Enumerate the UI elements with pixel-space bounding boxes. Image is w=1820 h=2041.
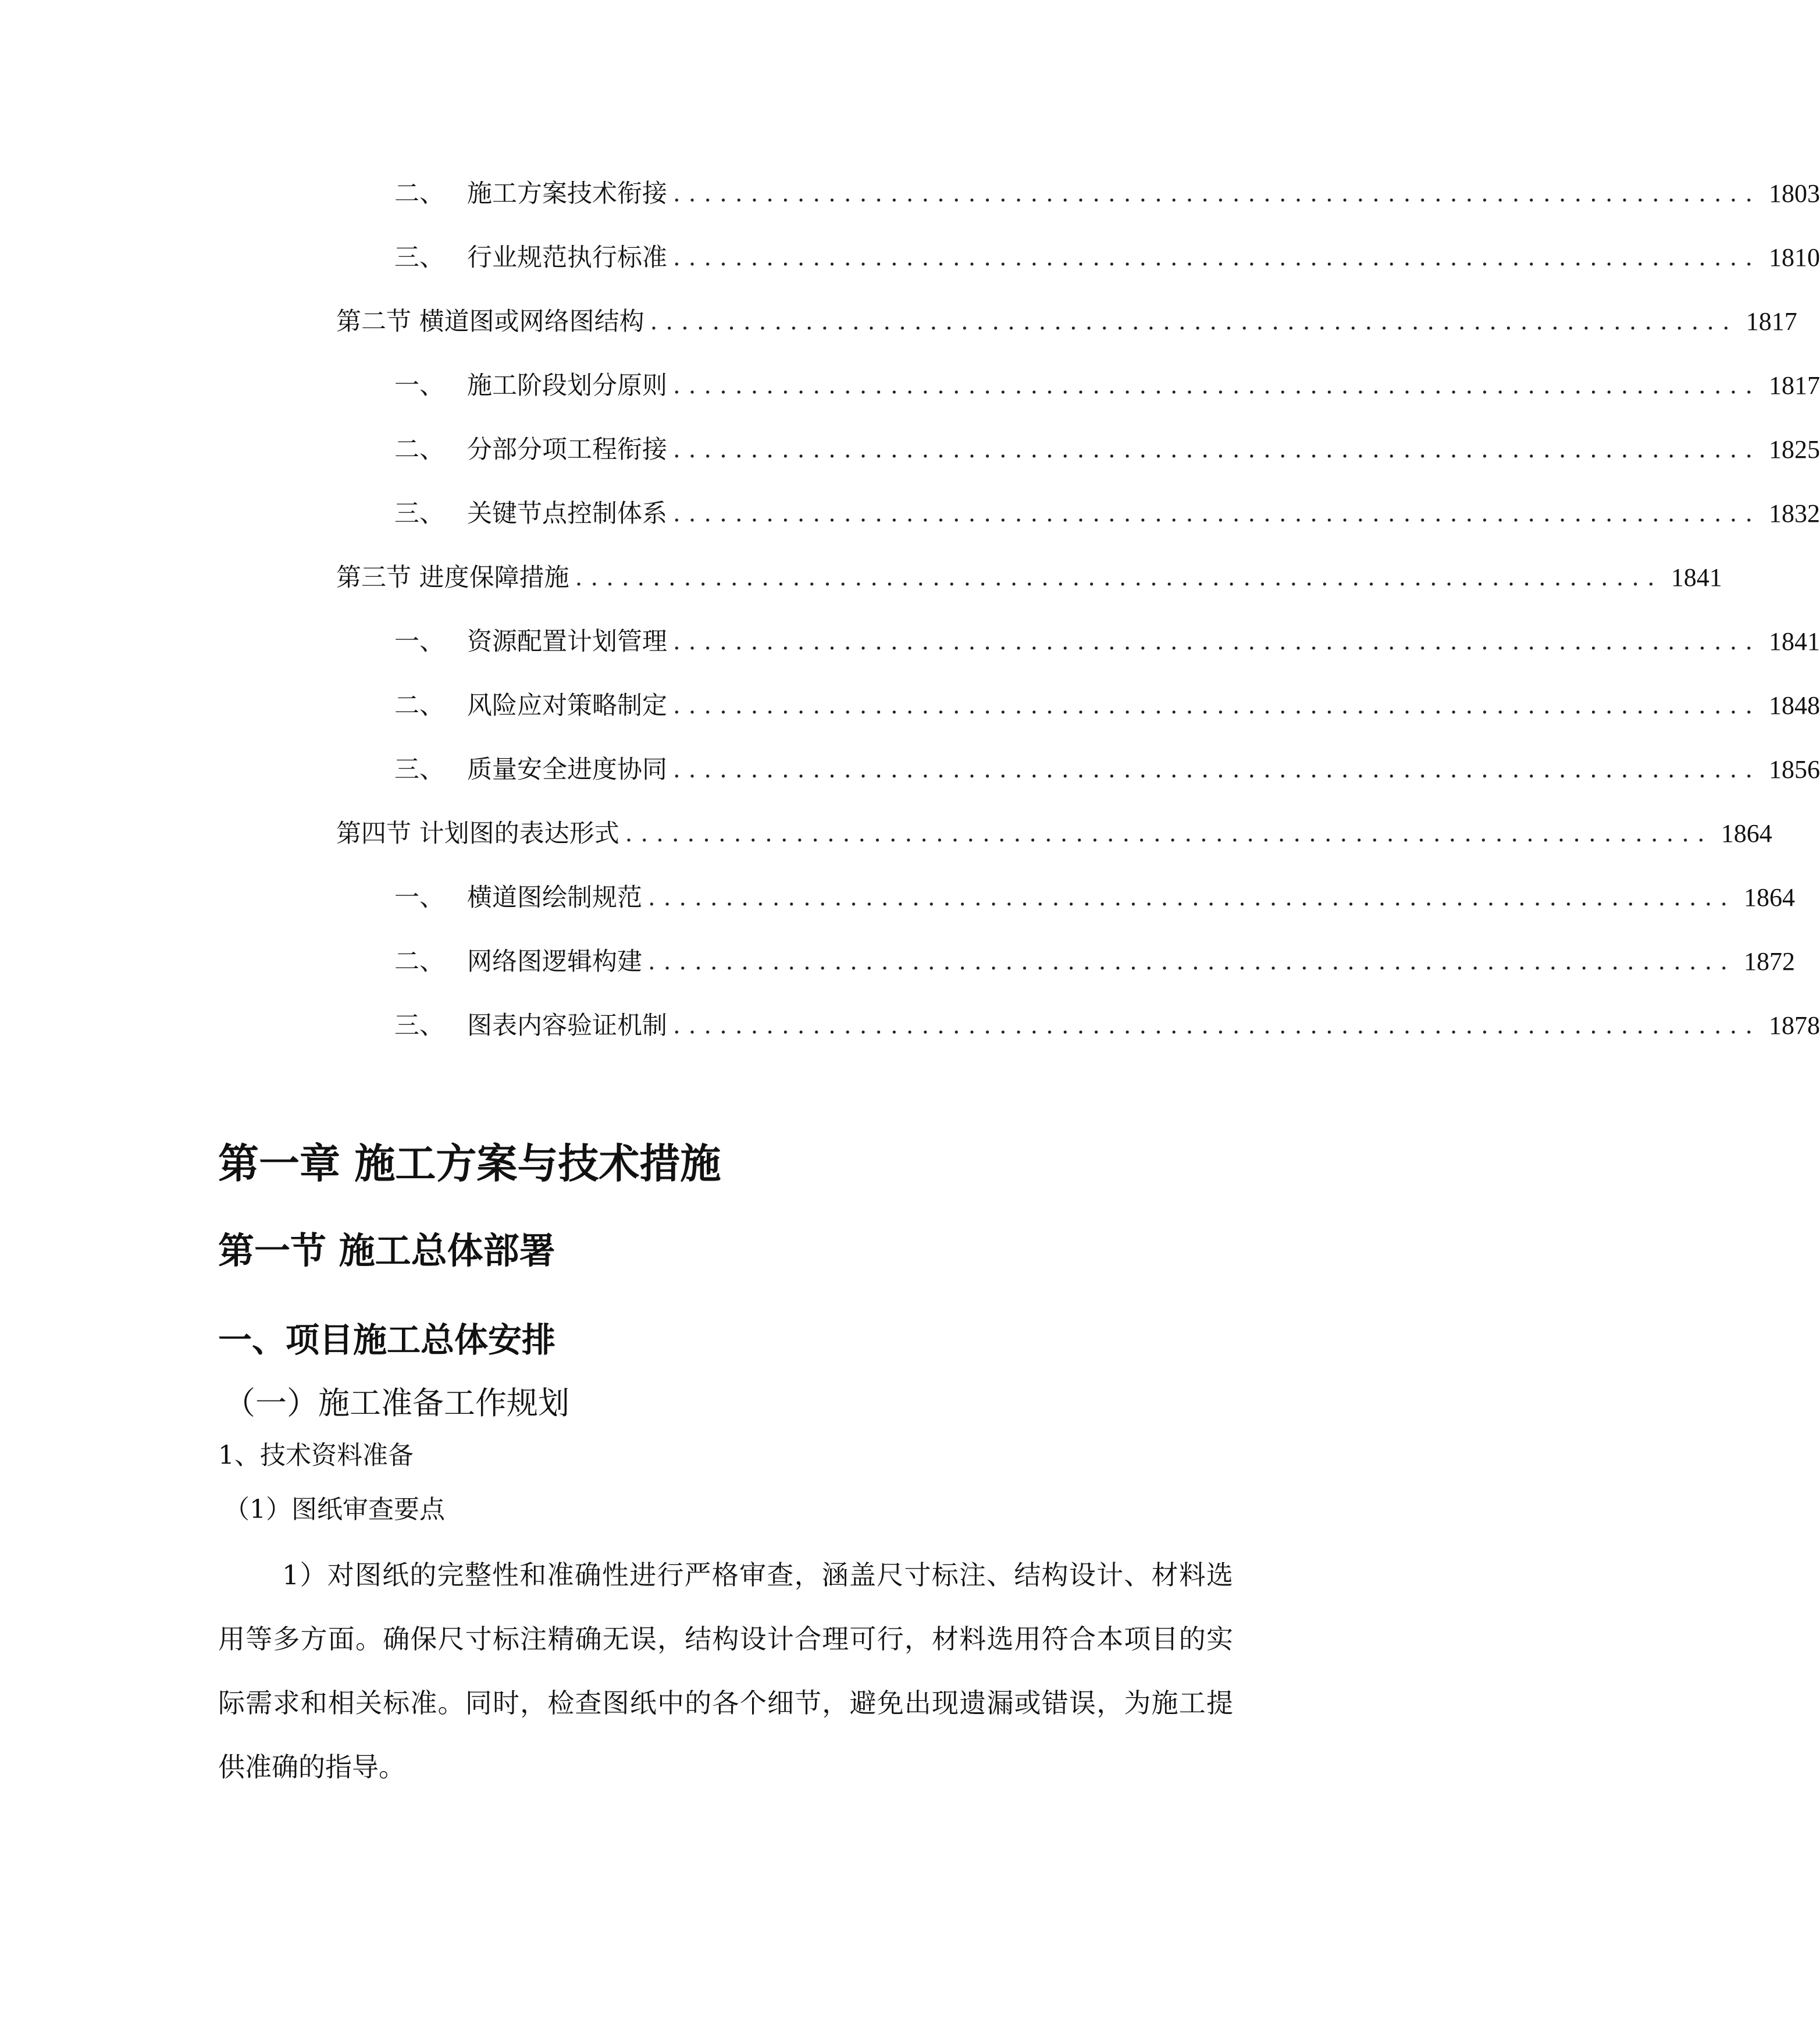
toc-entry-number: 一、 (394, 883, 444, 912)
toc-entry-page: 1878 (1769, 1011, 1820, 1040)
toc-entry-label: 行业规范执行标准 (467, 243, 667, 272)
toc-entry-page: 1832 (1769, 499, 1820, 528)
toc-entry-page: 1856 (1769, 755, 1820, 784)
toc-entry-label: 施工方案技术衔接 (467, 179, 667, 208)
toc-entry-label: 图表内容验证机制 (467, 1011, 667, 1040)
toc-entry[interactable] (394, 368, 1820, 403)
toc-leader-dots: ...................................................................... (673, 180, 1761, 207)
toc-entry-label: 施工阶段划分原则 (467, 371, 667, 400)
toc-entry-label: 资源配置计划管理 (467, 627, 667, 656)
toc-entry-page: 1848 (1769, 691, 1820, 720)
toc-leader-dots: ...................................................................... (648, 948, 1736, 975)
toc-entry-page: 1864 (1744, 883, 1796, 912)
toc-entry-number: 一、 (394, 371, 444, 400)
toc-entry-label: 质量安全进度协同 (467, 755, 667, 784)
toc-entry[interactable] (394, 688, 1820, 723)
toc-entry-page: 1864 (1721, 819, 1772, 848)
toc-entry[interactable] (394, 944, 1796, 979)
toc-leader-dots: ...................................................................... (650, 308, 1738, 335)
toc-entry-label: 第三节 进度保障措施 (336, 563, 569, 592)
toc-entry[interactable] (394, 624, 1820, 659)
toc-entry-page: 1841 (1671, 563, 1722, 592)
toc-entry-number: 三、 (394, 243, 444, 272)
toc-leader-dots: ...................................................................... (673, 436, 1761, 463)
toc-entry-page: 1810 (1769, 243, 1820, 272)
toc-entry-label: 横道图绘制规范 (467, 883, 642, 912)
toc-entry[interactable] (336, 304, 1797, 339)
toc-entry-number: 二、 (394, 691, 444, 720)
body-paragraph: 1）对图纸的完整性和准确性进行严格审查，涵盖尺寸标注、结构设计、材料选用等多方面。确保尺寸标注精确无误，结构设计合理可行，材料选用符合本项目的实际需求和相关标准。同时，检查图纸中的各个细节，避免出现遗漏或错误，为施工提供准确的指导。 (218, 1559, 1233, 1783)
toc-entry-label: 第四节 计划图的表达形式 (336, 819, 619, 848)
toc-entry[interactable] (394, 240, 1820, 275)
toc-leader-dots: ...................................................................... (648, 884, 1736, 911)
toc-leader-dots: ...................................................................... (673, 500, 1761, 527)
toc-leader-dots: ...................................................................... (575, 564, 1663, 591)
toc-entry[interactable] (336, 816, 1772, 851)
toc-entry-number: 三、 (394, 755, 444, 784)
section-title: 第一节 施工总体部署 (218, 1229, 555, 1272)
toc-entry-number: 三、 (394, 499, 444, 528)
chapter-title: 第一章 施工方案与技术措施 (218, 1140, 721, 1187)
toc-entry-number: 一、 (394, 627, 444, 656)
subsubsection-title: （一）施工准备工作规划 (224, 1385, 569, 1421)
toc-entry[interactable] (394, 496, 1820, 531)
toc-leader-dots: ...................................................................... (673, 1012, 1761, 1039)
toc-leader-dots: ...................................................................... (673, 244, 1761, 271)
toc-entry-label: 关键节点控制体系 (467, 499, 667, 528)
toc-entry[interactable] (336, 560, 1722, 595)
toc-leader-dots: ...................................................................... (673, 628, 1761, 655)
toc-entry[interactable] (394, 752, 1820, 787)
toc-entry-label: 第二节 横道图或网络图结构 (336, 307, 644, 336)
toc-entry-page: 1817 (1769, 371, 1820, 400)
toc-entry-number: 二、 (394, 947, 444, 976)
toc-entry-label: 网络图逻辑构建 (467, 947, 642, 976)
toc-entry-page: 1825 (1769, 435, 1820, 464)
toc-leader-dots: ...................................................................... (673, 692, 1761, 719)
toc-entry-page: 1803 (1769, 179, 1820, 208)
toc-entry-number: 二、 (394, 179, 444, 208)
toc-entry-page: 1817 (1746, 307, 1797, 336)
toc-entry-label: 分部分项工程衔接 (467, 435, 667, 464)
toc-entry-label: 风险应对策略制定 (467, 691, 667, 720)
toc-leader-dots: ...................................................................... (673, 756, 1761, 783)
subitem-title: （1）图纸审查要点 (224, 1495, 445, 1524)
toc-leader-dots: ...................................................................... (625, 820, 1713, 847)
item-title: 1、技术资料准备 (218, 1441, 414, 1470)
toc-entry-number: 二、 (394, 435, 444, 464)
toc-entry[interactable] (394, 880, 1796, 915)
subsection-title: 一、项目施工总体安排 (218, 1320, 556, 1360)
toc-entry[interactable] (394, 432, 1820, 467)
toc-leader-dots: ...................................................................... (673, 372, 1761, 399)
toc-entry[interactable] (394, 176, 1820, 211)
toc-entry-page: 1841 (1769, 627, 1820, 656)
toc-entry-number: 三、 (394, 1011, 444, 1040)
toc-entry-page: 1872 (1744, 947, 1796, 976)
toc-entry[interactable] (394, 1008, 1820, 1043)
